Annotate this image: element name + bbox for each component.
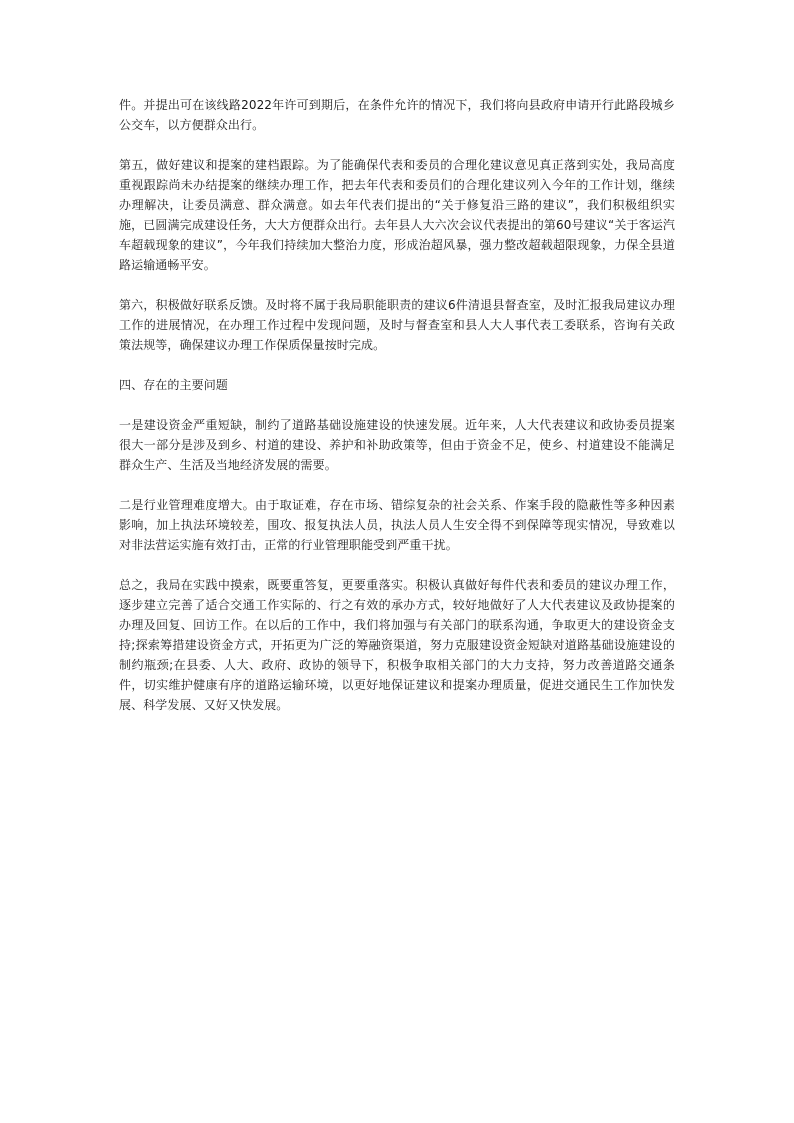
paragraph-problem-two: 二是行业管理难度增大。由于取证难，存在市场、错综复杂的社会关系、作案手段的隐蔽性等多种因素影响，加上执法环境较差，围攻、报复执法人员，执法人员人生安全得不到保障等现实情况，导致难以对非法营运实施有效打击，正常的行业管理职能受到严重干扰。 (119, 498, 675, 552)
paragraph-continuation: 件。并提出可在该线路2022年许可到期后，在条件允许的情况下，我们将向县政府申请开行此路段城乡公交车，以方便群众出行。 (119, 98, 675, 132)
paragraph-sixth-point: 第六，积极做好联系反馈。及时将不属于我局职能职责的建议6件清退县督查室，及时汇报我局建议办理工作的进展情况，在办理工作过程中发现问题，及时与督查室和县人大人事代表工委联系，咨询有关政策法规等，确保建议办理工作保质保量按时完成。 (119, 298, 675, 352)
document-body (119, 95, 675, 735)
section-heading-main-problems: 四、存在的主要问题 (119, 378, 228, 392)
paragraph-fifth-point: 第五，做好建议和提案的建档跟踪。为了能确保代表和委员的合理化建议意见真正落到实处，我局高度重视跟踪尚未办结提案的继续办理工作，把去年代表和委员们的合理化建议列入今年的工作计划，继续办理解决，让委员满意、群众满意。如去年代表们提出的“关于修复沿三路的建议”，我们积极组织实施，已圆满完成建设任务，大大方便群众出行。去年县人大六次会议代表提出的第60号建议“关于客运汽车超载现象的建议”，今年我们持续加大整治力度，形成治超风暴，强力整改超载超限现象，力保全县道路运输通畅平安。 (119, 158, 675, 272)
paragraph-problem-one: 一是建设资金严重短缺，制约了道路基础设施建设的快速发展。近年来，人大代表建议和政协委员提案很大一部分是涉及到乡、村道的建设、养护和补助政策等，但由于资金不足，使乡、村道建设不能满足群众生产、生活及当地经济发展的需要。 (119, 418, 675, 472)
paragraph-summary: 总之，我局在实践中摸索，既要重答复，更要重落实。积极认真做好每件代表和委员的建议办理工作，逐步建立完善了适合交通工作实际的、行之有效的承办方式，较好地做好了人大代表建议及政协提案的办理及回复、回访工作。在以后的工作中，我们将加强与有关部门的联系沟通，争取更大的建设资金支持;探索筹措建设资金方式，开拓更为广泛的筹融资渠道，努力克服建设资金短缺对道路基础设施建设的制约瓶颈;在县委、人大、政府、政协的领导下，积极争取相关部门的大力支持，努力改善道路交通条件，切实维护健康有序的道路运输环境，以更好地保证建议和提案办理质量，促进交通民生工作加快发展、科学发展、又好又快发展。 (119, 578, 675, 712)
